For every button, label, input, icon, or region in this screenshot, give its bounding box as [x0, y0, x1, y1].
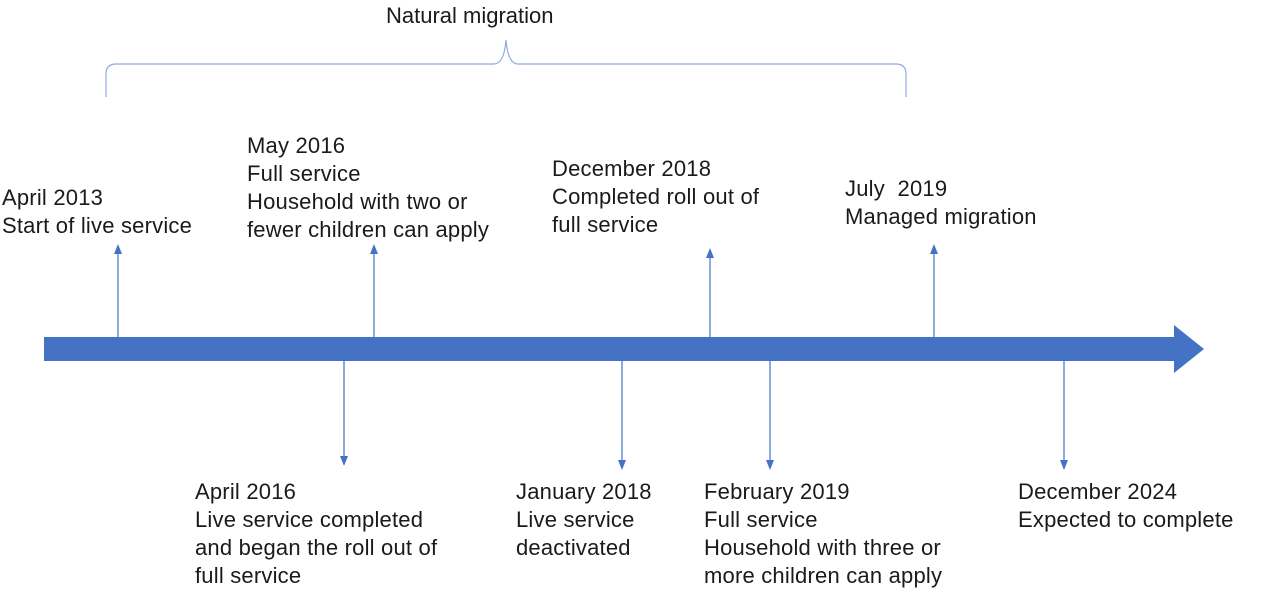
event-description-line: Completed roll out of [552, 184, 760, 209]
event-april-2016 [195, 478, 437, 590]
event-april-2013 [2, 184, 192, 240]
event-description-line: fewer children can apply [247, 217, 490, 242]
event-date: December 2024 [1018, 479, 1178, 504]
event-description-line: full service [195, 563, 302, 588]
natural-migration-brace [106, 40, 906, 97]
event-description-line: Household with two or [247, 189, 468, 214]
connector-july-2019 [930, 244, 938, 337]
connector-february-2019 [766, 361, 774, 470]
event-description-line: and began the roll out of [195, 535, 438, 560]
event-description-line: more children can apply [704, 563, 943, 588]
event-date: July 2019 [845, 176, 948, 201]
timeline-axis [44, 337, 1174, 361]
event-january-2018 [516, 478, 652, 562]
event-date: January 2018 [516, 479, 652, 504]
event-description-line: Full service [704, 507, 818, 532]
event-description-line: deactivated [516, 535, 631, 560]
connector-april-2016 [340, 361, 348, 466]
event-description-line: full service [552, 212, 659, 237]
connector-december-2024 [1060, 361, 1068, 470]
event-date: April 2013 [2, 185, 104, 210]
event-date: May 2016 [247, 133, 346, 158]
event-description-line: Live service completed [195, 507, 424, 532]
event-date: December 2018 [552, 156, 712, 181]
event-date: April 2016 [195, 479, 297, 504]
event-description-line: Start of live service [2, 213, 193, 238]
event-description-line: Managed migration [845, 204, 1037, 229]
connector-january-2018 [618, 361, 626, 470]
natural-migration-label: Natural migration [386, 3, 554, 28]
event-december-2018 [552, 155, 759, 239]
connector-may-2016 [370, 244, 378, 337]
timeline-arrowhead [1174, 325, 1204, 373]
event-december-2024 [1018, 478, 1234, 534]
event-description-line: Full service [247, 161, 361, 186]
connector-april-2013 [114, 244, 122, 337]
event-date: February 2019 [704, 479, 850, 504]
event-february-2019 [704, 478, 942, 590]
event-july-2019 [845, 175, 1037, 231]
event-may-2016 [247, 132, 489, 244]
event-description-line: Live service [516, 507, 635, 532]
connector-december-2018 [706, 248, 714, 337]
event-description-line: Expected to complete [1018, 507, 1234, 532]
event-description-line: Household with three or [704, 535, 941, 560]
